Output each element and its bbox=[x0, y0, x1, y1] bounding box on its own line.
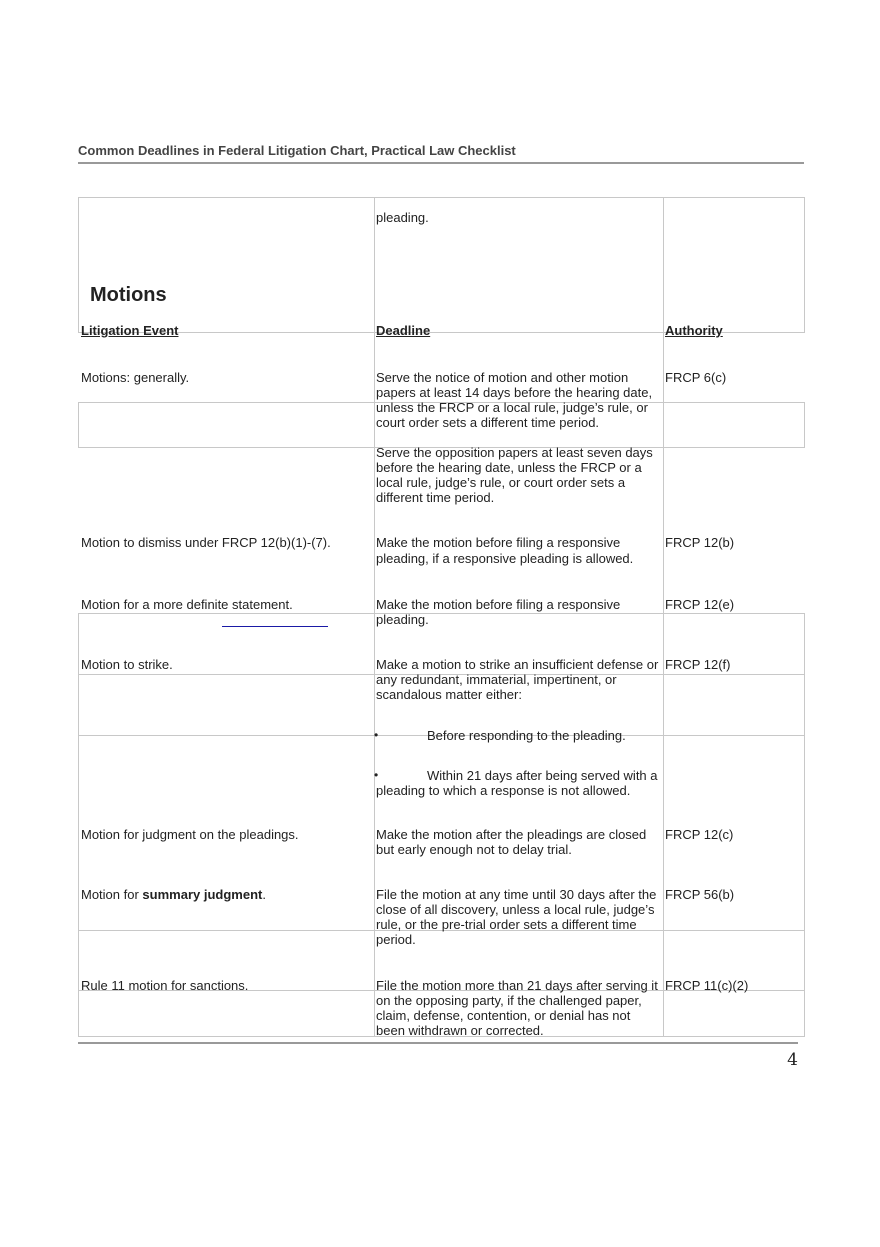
table-border-top bbox=[78, 197, 805, 198]
continued-deadline-text: pleading. bbox=[376, 210, 429, 225]
bullet-marker: • bbox=[374, 768, 379, 782]
bullet-marker: • bbox=[374, 728, 379, 742]
row-deadline: File the motion more than 21 days after serving it on the opposing party, if the challenged paper, claim, defense, contention, or denial has not been withdrawn or corrected. bbox=[376, 978, 658, 1038]
table-grid-line bbox=[663, 197, 664, 1037]
row-authority: FRCP 12(e) bbox=[665, 597, 735, 612]
column-header-authority: Authority bbox=[665, 323, 723, 338]
row-deadline: File the motion at any time until 30 days after the close of all discovery, unless a local rule, judge’s rule, or the pre-trial order sets a different time period. bbox=[376, 887, 657, 947]
table-grid-line bbox=[78, 402, 79, 448]
table-grid-line bbox=[804, 197, 805, 333]
link-underline bbox=[222, 626, 328, 627]
row-deadline: Make the motion before filing a responsive pleading, if a responsive pleading is allowed. bbox=[376, 535, 634, 566]
row-event: Rule 11 motion for sanctions. bbox=[81, 978, 249, 993]
row-event: Motion for judgment on the pleadings. bbox=[81, 827, 299, 842]
table-grid-line bbox=[78, 613, 79, 1037]
row-authority: FRCP 12(c) bbox=[665, 827, 734, 842]
row-deadline-second: Serve the opposition papers at least seven days before the hearing date, unless the FRCP or a local rule, judge’s rule, or court order sets a different time period. bbox=[376, 445, 653, 505]
row-authority: FRCP 6(c) bbox=[665, 370, 727, 385]
row-event-suffix: . bbox=[262, 887, 266, 902]
bullet-item: Within 21 days after being served with a pleading to which a response is not allowed. bbox=[376, 768, 658, 798]
column-header-deadline: Deadline bbox=[376, 323, 431, 338]
row-authority: FRCP 11(c)(2) bbox=[665, 978, 749, 993]
row-event: Motion to dismiss under FRCP 12(b)(1)-(7). bbox=[81, 535, 331, 550]
row-authority: FRCP 12(f) bbox=[665, 657, 731, 672]
row-authority: FRCP 56(b) bbox=[665, 887, 735, 902]
table-grid-line bbox=[804, 402, 805, 448]
row-event: Motion for a more definite statement. bbox=[81, 597, 293, 612]
row-event bbox=[81, 887, 366, 902]
row-deadline: Make a motion to strike an insufficient defense or any redundant, immaterial, impertinent, or scandalous matter either: bbox=[376, 657, 659, 702]
page-number: 4 bbox=[787, 1050, 798, 1070]
row-event-bold: summary judgment bbox=[142, 887, 263, 902]
column-header-event: Litigation Event bbox=[81, 323, 179, 338]
running-header-title: Common Deadlines in Federal Litigation Chart, Practical Law Checklist bbox=[78, 143, 516, 158]
row-deadline: Make the motion before filing a responsive pleading. bbox=[376, 597, 621, 627]
section-heading: Motions bbox=[90, 284, 167, 306]
row-deadline: Make the motion after the pleadings are closed but early enough not to delay trial. bbox=[376, 827, 647, 857]
row-event-prefix: Motion for bbox=[81, 887, 143, 902]
row-deadline: Serve the notice of motion and other motion papers at least 14 days before the hearing date, unless the FRCP or a local rule, judge’s rule, or court order sets a different time period. bbox=[376, 370, 653, 430]
table-grid-line bbox=[374, 197, 375, 1037]
table-grid-line bbox=[804, 613, 805, 1037]
bullet-item: Before responding to the pleading. bbox=[427, 728, 626, 743]
footer-rule bbox=[78, 1042, 798, 1044]
row-authority: FRCP 12(b) bbox=[665, 535, 735, 550]
row-event: Motion to strike. bbox=[81, 657, 173, 672]
table-grid-line bbox=[78, 197, 79, 333]
header-rule bbox=[78, 162, 804, 164]
row-event: Motions: generally. bbox=[81, 370, 190, 385]
